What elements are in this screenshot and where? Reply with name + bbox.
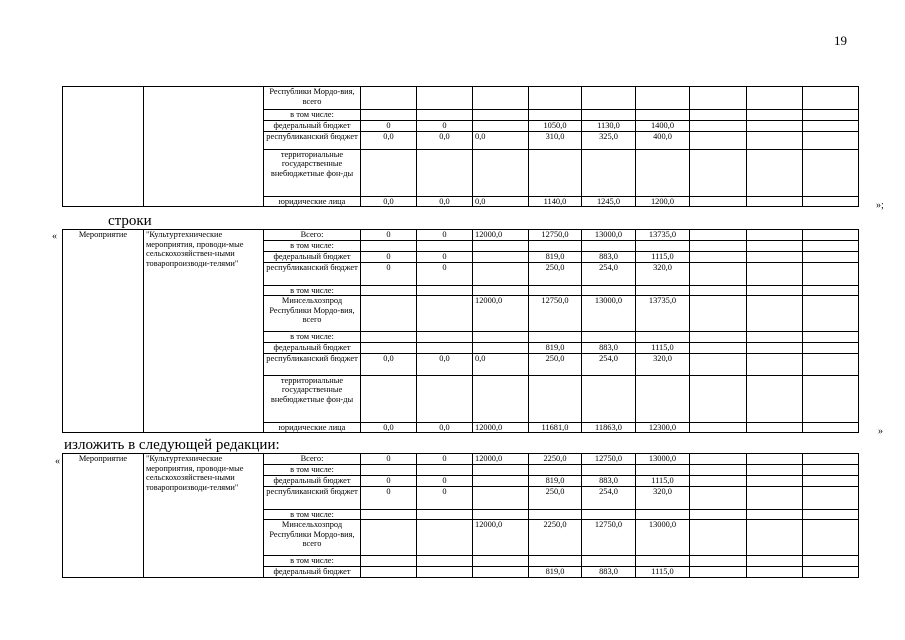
- value-cell: [636, 465, 690, 476]
- value-cell: [747, 131, 803, 149]
- source-label: в том числе:: [264, 509, 361, 520]
- value-cell: 883,0: [582, 566, 636, 577]
- value-cell: [803, 509, 859, 520]
- value-cell: 0: [361, 251, 417, 262]
- value-cell: [747, 353, 803, 375]
- value-cell: 12000,0: [473, 520, 529, 556]
- value-cell: 12000,0: [473, 230, 529, 241]
- value-cell: [473, 342, 529, 353]
- value-cell: [803, 285, 859, 296]
- value-cell: [690, 520, 747, 556]
- value-cell: 254,0: [582, 486, 636, 509]
- value-cell: [361, 509, 417, 520]
- value-cell: [361, 556, 417, 567]
- value-cell: [361, 285, 417, 296]
- value-cell: 819,0: [529, 342, 582, 353]
- value-cell: [803, 465, 859, 476]
- source-label: Минсельхозпрод Республики Мордо-вия, всего: [264, 520, 361, 556]
- value-cell: [803, 342, 859, 353]
- value-cell: [582, 556, 636, 567]
- value-cell: 0,0: [417, 353, 473, 375]
- value-cell: [690, 556, 747, 567]
- value-cell: 0: [417, 486, 473, 509]
- value-cell: 883,0: [582, 475, 636, 486]
- value-cell: [747, 475, 803, 486]
- value-cell: [473, 465, 529, 476]
- value-cell: 12750,0: [529, 230, 582, 241]
- event-type-cell: [63, 87, 144, 207]
- value-cell: 0: [417, 475, 473, 486]
- value-cell: [803, 520, 859, 556]
- source-label: юридические лица: [264, 196, 361, 207]
- value-cell: [529, 556, 582, 567]
- value-cell: [690, 353, 747, 375]
- value-cell: [582, 110, 636, 121]
- value-cell: [582, 149, 636, 196]
- value-cell: [473, 556, 529, 567]
- table-continuation: [62, 86, 859, 207]
- value-cell: [803, 422, 859, 433]
- value-cell: [803, 196, 859, 207]
- value-cell: 1245,0: [582, 196, 636, 207]
- value-cell: 1115,0: [636, 251, 690, 262]
- source-label: федеральный бюджет: [264, 475, 361, 486]
- value-cell: [417, 149, 473, 196]
- value-cell: 11681,0: [529, 422, 582, 433]
- value-cell: 0,0: [473, 353, 529, 375]
- value-cell: 12750,0: [529, 296, 582, 332]
- value-cell: 0: [417, 262, 473, 285]
- value-cell: [473, 251, 529, 262]
- value-cell: [690, 486, 747, 509]
- value-cell: [690, 566, 747, 577]
- value-cell: [803, 566, 859, 577]
- value-cell: [529, 241, 582, 252]
- value-cell: [417, 285, 473, 296]
- value-cell: 400,0: [636, 131, 690, 149]
- source-label: в том числе:: [264, 465, 361, 476]
- source-label: территориальные государственные внебюджетные фон-ды: [264, 375, 361, 422]
- end-mark-1: »;: [876, 200, 884, 211]
- value-cell: [417, 87, 473, 110]
- value-cell: 0: [417, 120, 473, 131]
- value-cell: 0,0: [361, 422, 417, 433]
- value-cell: 1140,0: [529, 196, 582, 207]
- value-cell: 0,0: [361, 131, 417, 149]
- value-cell: [747, 196, 803, 207]
- value-cell: [803, 556, 859, 567]
- value-cell: 13000,0: [636, 454, 690, 465]
- value-cell: [529, 375, 582, 422]
- value-cell: [747, 120, 803, 131]
- value-cell: 819,0: [529, 251, 582, 262]
- value-cell: [636, 375, 690, 422]
- source-label: республиканский бюджет: [264, 131, 361, 149]
- value-cell: 2250,0: [529, 520, 582, 556]
- value-cell: [417, 375, 473, 422]
- value-cell: [417, 241, 473, 252]
- source-label: территориальные государственные внебюджетные фон-ды: [264, 149, 361, 196]
- value-cell: [690, 332, 747, 343]
- value-cell: 0: [417, 230, 473, 241]
- table-new-rows: [62, 453, 859, 578]
- value-cell: 13000,0: [582, 296, 636, 332]
- value-cell: 320,0: [636, 353, 690, 375]
- value-cell: [417, 110, 473, 121]
- value-cell: [690, 454, 747, 465]
- value-cell: [690, 475, 747, 486]
- value-cell: [529, 87, 582, 110]
- value-cell: [747, 241, 803, 252]
- source-label: федеральный бюджет: [264, 342, 361, 353]
- value-cell: [473, 149, 529, 196]
- value-cell: 1200,0: [636, 196, 690, 207]
- value-cell: [361, 342, 417, 353]
- table-row: [63, 454, 859, 465]
- value-cell: [747, 110, 803, 121]
- value-cell: [690, 149, 747, 196]
- source-label: в том числе:: [264, 332, 361, 343]
- event-name-cell: "Культуртехнические мероприятия, проводи-мые сельскохозяйствен-ными товаропроизводи-телями": [144, 230, 264, 433]
- value-cell: [636, 241, 690, 252]
- value-cell: [636, 87, 690, 110]
- value-cell: [690, 251, 747, 262]
- value-cell: [361, 110, 417, 121]
- value-cell: 1115,0: [636, 566, 690, 577]
- value-cell: [747, 230, 803, 241]
- value-cell: 12750,0: [582, 520, 636, 556]
- value-cell: 0: [361, 454, 417, 465]
- event-name-cell: "Культуртехнические мероприятия, проводи-мые сельскохозяйствен-ными товаропроизводи-телями": [144, 454, 264, 578]
- value-cell: [473, 120, 529, 131]
- value-cell: 325,0: [582, 131, 636, 149]
- value-cell: [636, 110, 690, 121]
- value-cell: [636, 332, 690, 343]
- value-cell: [747, 556, 803, 567]
- source-label: в том числе:: [264, 285, 361, 296]
- value-cell: [473, 110, 529, 121]
- value-cell: 320,0: [636, 262, 690, 285]
- value-cell: [690, 465, 747, 476]
- value-cell: [803, 262, 859, 285]
- value-cell: 12000,0: [473, 454, 529, 465]
- value-cell: [747, 375, 803, 422]
- source-label: Республики Мордо-вия, всего: [264, 87, 361, 110]
- source-label: Всего:: [264, 454, 361, 465]
- value-cell: 250,0: [529, 353, 582, 375]
- value-cell: [747, 251, 803, 262]
- source-label: республиканский бюджет: [264, 353, 361, 375]
- value-cell: 819,0: [529, 566, 582, 577]
- value-cell: [361, 520, 417, 556]
- value-cell: [690, 131, 747, 149]
- table-row: [63, 230, 859, 241]
- value-cell: [361, 375, 417, 422]
- value-cell: [361, 465, 417, 476]
- value-cell: [361, 566, 417, 577]
- value-cell: [747, 509, 803, 520]
- value-cell: [690, 196, 747, 207]
- value-cell: 0,0: [417, 131, 473, 149]
- value-cell: [690, 262, 747, 285]
- value-cell: 13735,0: [636, 230, 690, 241]
- heading-new-edition: изложить в следующей редакции:: [64, 437, 280, 453]
- value-cell: 0: [417, 251, 473, 262]
- value-cell: 13000,0: [636, 520, 690, 556]
- value-cell: [529, 332, 582, 343]
- value-cell: 1130,0: [582, 120, 636, 131]
- source-label: Минсельхозпрод Республики Мордо-вия, всего: [264, 296, 361, 332]
- value-cell: [803, 120, 859, 131]
- value-cell: [473, 375, 529, 422]
- value-cell: [690, 342, 747, 353]
- source-label: республиканский бюджет: [264, 486, 361, 509]
- value-cell: [803, 486, 859, 509]
- value-cell: 883,0: [582, 342, 636, 353]
- value-cell: [690, 241, 747, 252]
- value-cell: [361, 241, 417, 252]
- value-cell: 1050,0: [529, 120, 582, 131]
- source-label: федеральный бюджет: [264, 120, 361, 131]
- value-cell: 883,0: [582, 251, 636, 262]
- value-cell: [803, 131, 859, 149]
- value-cell: [417, 520, 473, 556]
- value-cell: [690, 120, 747, 131]
- value-cell: [473, 285, 529, 296]
- value-cell: [747, 149, 803, 196]
- value-cell: [690, 509, 747, 520]
- value-cell: [747, 465, 803, 476]
- value-cell: [636, 509, 690, 520]
- value-cell: [803, 241, 859, 252]
- source-label: в том числе:: [264, 110, 361, 121]
- value-cell: [747, 285, 803, 296]
- value-cell: 0,0: [361, 196, 417, 207]
- value-cell: [582, 241, 636, 252]
- value-cell: [803, 251, 859, 262]
- value-cell: [473, 241, 529, 252]
- value-cell: 12750,0: [582, 454, 636, 465]
- value-cell: 0,0: [417, 422, 473, 433]
- open-quote-3: «: [55, 456, 60, 467]
- table-row: [63, 87, 859, 110]
- value-cell: [582, 465, 636, 476]
- value-cell: [417, 566, 473, 577]
- value-cell: [803, 87, 859, 110]
- value-cell: 1115,0: [636, 475, 690, 486]
- value-cell: [417, 465, 473, 476]
- value-cell: [582, 375, 636, 422]
- value-cell: 0: [361, 486, 417, 509]
- value-cell: [803, 475, 859, 486]
- value-cell: [417, 509, 473, 520]
- end-mark-2: »: [878, 426, 883, 437]
- value-cell: [582, 285, 636, 296]
- value-cell: [582, 509, 636, 520]
- open-quote-2: «: [52, 231, 57, 242]
- value-cell: [747, 520, 803, 556]
- event-type-cell: Мероприятие: [63, 454, 144, 578]
- value-cell: 11863,0: [582, 422, 636, 433]
- value-cell: [582, 332, 636, 343]
- value-cell: 0,0: [417, 196, 473, 207]
- value-cell: 310,0: [529, 131, 582, 149]
- value-cell: 13735,0: [636, 296, 690, 332]
- source-label: федеральный бюджет: [264, 566, 361, 577]
- page-number: 19: [834, 33, 847, 48]
- value-cell: 0,0: [473, 131, 529, 149]
- value-cell: [529, 110, 582, 121]
- value-cell: [690, 422, 747, 433]
- value-cell: 320,0: [636, 486, 690, 509]
- event-name-cell: [144, 87, 264, 207]
- value-cell: [582, 87, 636, 110]
- value-cell: 12000,0: [473, 296, 529, 332]
- value-cell: 2250,0: [529, 454, 582, 465]
- value-cell: [529, 149, 582, 196]
- value-cell: [690, 87, 747, 110]
- value-cell: [803, 296, 859, 332]
- value-cell: 250,0: [529, 262, 582, 285]
- value-cell: [803, 454, 859, 465]
- value-cell: [361, 332, 417, 343]
- value-cell: [529, 465, 582, 476]
- value-cell: 0: [361, 475, 417, 486]
- value-cell: [417, 296, 473, 332]
- value-cell: [361, 296, 417, 332]
- source-label: в том числе:: [264, 556, 361, 567]
- value-cell: [636, 556, 690, 567]
- value-cell: 0,0: [361, 353, 417, 375]
- value-cell: [690, 230, 747, 241]
- value-cell: [473, 566, 529, 577]
- value-cell: [529, 285, 582, 296]
- value-cell: [747, 87, 803, 110]
- value-cell: [690, 375, 747, 422]
- value-cell: 0,0: [473, 196, 529, 207]
- value-cell: 1400,0: [636, 120, 690, 131]
- value-cell: 819,0: [529, 475, 582, 486]
- table-old-rows: [62, 229, 859, 433]
- value-cell: [417, 342, 473, 353]
- value-cell: 0: [417, 454, 473, 465]
- value-cell: [803, 149, 859, 196]
- value-cell: [803, 353, 859, 375]
- value-cell: [473, 509, 529, 520]
- value-cell: [747, 486, 803, 509]
- value-cell: 12300,0: [636, 422, 690, 433]
- value-cell: [473, 486, 529, 509]
- value-cell: [529, 509, 582, 520]
- value-cell: [747, 566, 803, 577]
- value-cell: [803, 375, 859, 422]
- value-cell: [690, 285, 747, 296]
- value-cell: [747, 262, 803, 285]
- value-cell: [361, 149, 417, 196]
- value-cell: [747, 454, 803, 465]
- value-cell: [417, 332, 473, 343]
- event-type-cell: Мероприятие: [63, 230, 144, 433]
- value-cell: [803, 110, 859, 121]
- value-cell: 1115,0: [636, 342, 690, 353]
- source-label: в том числе:: [264, 241, 361, 252]
- source-label: Всего:: [264, 230, 361, 241]
- value-cell: 0: [361, 120, 417, 131]
- value-cell: [473, 87, 529, 110]
- value-cell: [690, 110, 747, 121]
- value-cell: [636, 285, 690, 296]
- value-cell: 12000,0: [473, 422, 529, 433]
- value-cell: 0: [361, 262, 417, 285]
- value-cell: [803, 230, 859, 241]
- value-cell: [747, 296, 803, 332]
- value-cell: [747, 342, 803, 353]
- source-label: юридические лица: [264, 422, 361, 433]
- source-label: республиканский бюджет: [264, 262, 361, 285]
- value-cell: 254,0: [582, 262, 636, 285]
- value-cell: [690, 296, 747, 332]
- value-cell: [747, 422, 803, 433]
- value-cell: 13000,0: [582, 230, 636, 241]
- value-cell: 250,0: [529, 486, 582, 509]
- value-cell: [473, 262, 529, 285]
- value-cell: [803, 332, 859, 343]
- value-cell: [636, 149, 690, 196]
- value-cell: 0: [361, 230, 417, 241]
- value-cell: [417, 556, 473, 567]
- heading-rows: строки: [108, 213, 152, 229]
- value-cell: [747, 332, 803, 343]
- value-cell: [473, 332, 529, 343]
- source-label: федеральный бюджет: [264, 251, 361, 262]
- value-cell: [473, 475, 529, 486]
- value-cell: 254,0: [582, 353, 636, 375]
- value-cell: [361, 87, 417, 110]
